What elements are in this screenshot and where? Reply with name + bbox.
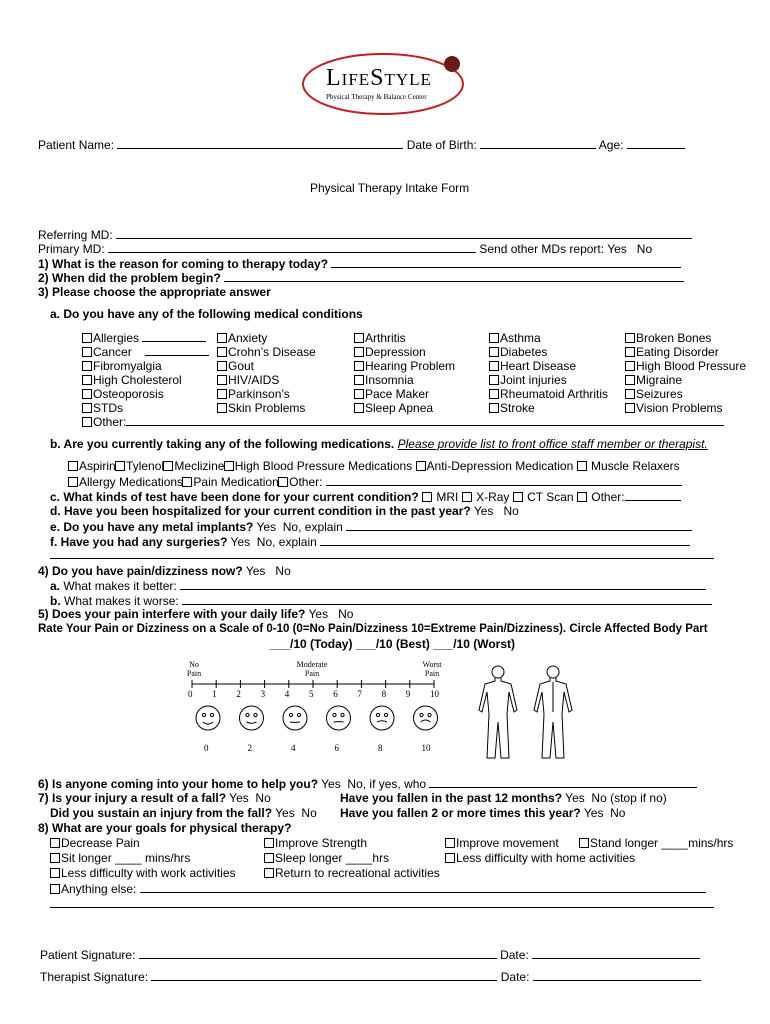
condition-insomnia[interactable]: Insomnia — [354, 373, 455, 387]
med-other-input[interactable] — [326, 475, 682, 486]
therapist-date-label: Date: — [500, 970, 530, 984]
condition-parkinsons[interactable]: Parkinson’s — [217, 387, 316, 401]
q3c-label: c. What kinds of test have been done for your current condition? — [50, 490, 419, 504]
q7b-answer[interactable]: Yes No (stop if no) — [565, 791, 667, 805]
q7d-answer[interactable]: Yes No — [583, 806, 626, 820]
dob-input[interactable] — [480, 138, 596, 149]
med-meclizine: Meclizine — [174, 459, 225, 473]
q6-label: 6) Is anyone coming into your home to help you? — [38, 777, 319, 791]
patient-name-row — [38, 138, 685, 151]
scale-number[interactable]: 3 — [260, 689, 266, 699]
condition-eating-disorder[interactable]: Eating Disorder — [625, 345, 746, 359]
checkbox[interactable] — [577, 492, 587, 502]
q7-label: 7) Is your injury a result of a fall? — [38, 791, 227, 805]
checkbox[interactable] — [50, 838, 60, 848]
checkbox[interactable] — [50, 884, 60, 894]
goal-sit-longer[interactable]: Sit longer ____ mins/hrs — [50, 852, 190, 864]
checkbox[interactable] — [354, 375, 364, 385]
checkbox[interactable] — [182, 477, 192, 487]
condition-skin-problems[interactable]: Skin Problems — [217, 401, 316, 415]
conditions-col5 — [625, 331, 746, 415]
med-aspirin: Aspirin — [79, 459, 116, 473]
q3f-answer[interactable]: Yes No, explain — [230, 535, 317, 549]
checkbox[interactable] — [354, 403, 364, 413]
test-mri: MRI — [436, 490, 459, 504]
medications-row2 — [68, 475, 682, 488]
condition-high-cholesterol[interactable]: High Cholesterol — [82, 373, 724, 387]
checkbox[interactable] — [625, 389, 635, 399]
checkbox[interactable] — [82, 403, 92, 413]
checkbox[interactable] — [354, 361, 364, 371]
checkbox[interactable] — [445, 838, 455, 848]
pain-face-icon[interactable] — [240, 706, 264, 730]
q4-row — [38, 565, 291, 577]
pain-face-icon[interactable] — [370, 706, 394, 730]
checkbox[interactable] — [217, 347, 227, 357]
checkbox[interactable] — [489, 333, 499, 343]
checkbox[interactable] — [489, 361, 499, 371]
condition-pace-maker[interactable]: Pace Maker — [354, 387, 455, 401]
goal-less-home[interactable]: Less difficulty with home activities — [445, 852, 635, 864]
q3f-extra-line[interactable] — [50, 558, 714, 559]
condition-sleep-apnea[interactable]: Sleep Apnea — [354, 401, 455, 415]
q2-input[interactable] — [224, 271, 684, 282]
condition-asthma[interactable]: Asthma — [489, 331, 608, 345]
checkbox[interactable] — [354, 333, 364, 343]
checkbox[interactable] — [513, 492, 523, 502]
pain-scale — [176, 660, 456, 760]
pain-label-none: No Pain — [186, 660, 202, 678]
q3e-label: e. Do you have any metal implants? — [50, 520, 254, 534]
checkbox[interactable] — [224, 461, 234, 471]
q3e-row — [50, 520, 692, 533]
q6-answer[interactable]: Yes No, if yes, who — [321, 777, 427, 791]
med-other: Other: — [289, 475, 323, 489]
q1-label: 1) What is the reason for coming to therapy today? — [38, 257, 329, 271]
checkbox[interactable] — [445, 853, 455, 863]
referring-md-row — [38, 228, 692, 241]
scale-number[interactable]: 9 — [405, 689, 411, 699]
pain-face-icon[interactable] — [414, 706, 438, 730]
checkbox[interactable] — [217, 403, 227, 413]
face-number: 6 — [334, 743, 339, 753]
q4b-letter: b. — [50, 594, 61, 608]
condition-hiv-aids[interactable]: HIV/AIDS — [217, 373, 316, 387]
q3a-label: a. Do you have any of the following medical conditions — [50, 307, 363, 321]
checkbox[interactable] — [489, 403, 499, 413]
therapist-signature-input[interactable] — [151, 970, 497, 981]
q4a-row — [50, 579, 706, 592]
scale-number[interactable]: 0 — [188, 689, 193, 699]
pain-label-moderate: Moderate Pain — [296, 660, 328, 678]
q7d-row — [340, 807, 625, 819]
q5-answer[interactable]: Yes No — [308, 607, 354, 621]
patient-signature-input[interactable] — [139, 948, 497, 959]
therapist-date-input[interactable] — [533, 970, 701, 981]
q7b-row — [340, 792, 667, 804]
scale-number[interactable]: 6 — [333, 689, 338, 699]
q3d-row — [50, 505, 519, 517]
scale-number[interactable]: 8 — [381, 689, 387, 699]
checkbox[interactable] — [489, 347, 499, 357]
condition-cancer[interactable]: Cancer — [82, 345, 724, 359]
q4a-label: What makes it better: — [63, 579, 177, 593]
scale-number[interactable]: 10 — [430, 689, 439, 699]
rate-text: Rate Your Pain or Dizziness on a Scale of 0-10 (0=No Pain/Dizziness 10=Extreme Pain/Dizziness). Circle Affected Body Part — [38, 623, 708, 635]
q5-label: 5) Does your pain interfere with your daily life? — [38, 607, 306, 621]
primary-md-label: Primary MD: — [38, 242, 105, 256]
q2-row — [38, 271, 684, 284]
form-title: Physical Therapy Intake Form — [310, 181, 470, 195]
checkbox[interactable] — [278, 477, 288, 487]
checkbox[interactable] — [625, 347, 635, 357]
send-report-text[interactable]: Send other MDs report: Yes No — [479, 242, 653, 256]
checkbox[interactable] — [354, 347, 364, 357]
therapist-signature-label: Therapist Signature: — [40, 970, 149, 984]
checkbox[interactable] — [416, 461, 426, 471]
referring-md-input[interactable] — [116, 228, 692, 239]
condition-anxiety[interactable]: Anxiety — [217, 331, 316, 345]
q4-label: 4) Do you have pain/dizziness now? — [38, 564, 243, 578]
checkbox[interactable] — [82, 361, 92, 371]
checkbox[interactable] — [489, 375, 499, 385]
q5-row — [38, 608, 353, 620]
logo — [296, 44, 476, 124]
face-number: 8 — [378, 743, 383, 753]
scale-number[interactable]: 4 — [284, 689, 290, 699]
referring-md-label: Referring MD: — [38, 228, 113, 242]
q6-row — [38, 777, 697, 790]
condition-seizures[interactable]: Seizures — [625, 387, 746, 401]
primary-md-input[interactable] — [108, 242, 476, 253]
q7c-row — [50, 807, 317, 819]
goal-stand-longer[interactable]: Stand longer ____mins/hrs — [579, 837, 733, 849]
test-other-input[interactable] — [625, 490, 681, 501]
goal-anything-else[interactable]: Anything else: — [50, 882, 706, 895]
q1-row — [38, 257, 681, 270]
checkbox[interactable] — [217, 361, 227, 371]
q3c-row — [50, 490, 681, 503]
checkbox[interactable] — [82, 347, 92, 357]
logo-subtitle: Physical Therapy & Balance Center — [326, 93, 427, 101]
age-input[interactable] — [627, 138, 685, 149]
q3b-note: Please provide list to front office staff member or therapist. — [397, 437, 708, 451]
goal-recreational[interactable]: Return to recreational activities — [264, 867, 440, 879]
medications-row1 — [68, 460, 680, 472]
q7c-answer[interactable]: Yes No — [275, 806, 317, 820]
condition-diabetes[interactable]: Diabetes — [489, 345, 608, 359]
patient-date-label: Date: — [500, 948, 529, 962]
q7c-label: Did you sustain an injury from the fall? — [50, 806, 273, 820]
checkbox[interactable] — [625, 333, 635, 343]
q7-answer[interactable]: Yes No — [229, 791, 271, 805]
checkbox[interactable] — [489, 389, 499, 399]
condition-fibromyalgia[interactable]: Fibromyalgia — [82, 359, 724, 373]
checkbox[interactable] — [354, 389, 364, 399]
condition-high-blood-pressure[interactable]: High Blood Pressure — [625, 359, 746, 373]
q4-answer[interactable]: Yes No — [245, 564, 291, 578]
q3f-row — [50, 535, 690, 548]
condition-crohns[interactable]: Crohn’s Disease — [217, 345, 316, 359]
anything-else-input[interactable] — [140, 882, 706, 893]
checkbox[interactable] — [82, 375, 92, 385]
condition-arthritis[interactable]: Arthritis — [354, 331, 455, 345]
pain-face-icon[interactable] — [196, 706, 220, 730]
anything-else-extra-line[interactable] — [50, 907, 714, 908]
patient-date-input[interactable] — [532, 948, 700, 959]
face-number: 2 — [247, 743, 252, 753]
q7b-label: Have you fallen in the past 12 months? — [340, 791, 563, 805]
q3f-label: f. Have you had any surgeries? — [50, 535, 228, 549]
q8-label: 8) What are your goals for physical therapy? — [38, 821, 292, 835]
face-number: 4 — [291, 743, 296, 753]
checkbox[interactable] — [68, 461, 78, 471]
goal-improve-movement[interactable]: Improve movement — [445, 837, 559, 849]
q3b-row — [50, 438, 708, 450]
checkbox[interactable] — [217, 389, 227, 399]
checkbox[interactable] — [462, 492, 472, 502]
patient-name-input[interactable] — [117, 138, 403, 149]
patient-signature-label: Patient Signature: — [40, 948, 136, 962]
condition-other-input[interactable] — [126, 415, 724, 426]
q4b-input[interactable] — [182, 594, 712, 605]
checkbox[interactable] — [579, 838, 589, 848]
q3-label: 3) Please choose the appropriate answer — [38, 285, 271, 299]
checkbox[interactable] — [163, 461, 173, 471]
checkbox[interactable] — [577, 461, 587, 471]
checkbox[interactable] — [68, 477, 78, 487]
checkbox[interactable] — [264, 853, 274, 863]
condition-depression[interactable]: Depression — [354, 345, 455, 359]
q3f-input[interactable] — [320, 535, 690, 546]
checkbox[interactable] — [115, 461, 125, 471]
cancer-input[interactable] — [145, 345, 209, 356]
scale-number[interactable]: 7 — [357, 689, 362, 699]
pain-label-worst: Worst Pain — [422, 660, 442, 678]
checkbox[interactable] — [422, 492, 432, 502]
conditions-col4 — [489, 331, 608, 415]
patient-signature-row — [40, 948, 700, 961]
med-anti-depression: Anti-Depression Medication — [426, 459, 574, 473]
body-diagram-icon[interactable] — [473, 662, 583, 762]
med-muscle-relaxers: Muscle Relaxers — [590, 459, 680, 473]
scale-number[interactable]: 2 — [236, 689, 241, 699]
scale-number[interactable]: 5 — [309, 689, 314, 699]
checkbox[interactable] — [264, 838, 274, 848]
goal-less-work[interactable]: Less difficulty with work activities — [50, 867, 236, 879]
conditions-col3 — [354, 331, 455, 415]
therapist-signature-row — [40, 970, 701, 983]
checkbox[interactable] — [50, 853, 60, 863]
checkbox[interactable] — [217, 375, 227, 385]
q7-row — [38, 792, 271, 804]
logo-brand: LifeStyle — [326, 65, 432, 91]
face-number: 10 — [421, 743, 431, 753]
q4b-row — [50, 594, 712, 607]
allergies-input[interactable] — [142, 331, 206, 342]
q7d-label: Have you fallen 2 or more times this year? — [340, 806, 581, 820]
pain-face-icon[interactable] — [327, 706, 351, 730]
scale-number[interactable]: 1 — [212, 689, 217, 699]
condition-stds[interactable]: STDs — [82, 401, 724, 415]
condition-hearing-problem[interactable]: Hearing Problem — [354, 359, 455, 373]
condition-migraine[interactable]: Migraine — [625, 373, 746, 387]
goal-improve-strength[interactable]: Improve Strength — [264, 837, 367, 849]
goal-sleep-longer[interactable]: Sleep longer ____hrs — [264, 852, 389, 864]
condition-gout[interactable]: Gout — [217, 359, 316, 373]
q6-input[interactable] — [429, 777, 697, 788]
condition-joint-injuries[interactable]: Joint injuries — [489, 373, 608, 387]
q4a-letter: a. — [50, 579, 61, 593]
q3d-answer[interactable]: Yes No — [473, 504, 519, 518]
condition-other[interactable]: Other: — [82, 415, 724, 429]
q1-input[interactable] — [331, 257, 681, 268]
test-ctscan: CT Scan — [527, 490, 574, 504]
age-label: Age: — [598, 138, 624, 152]
conditions-col2 — [217, 331, 316, 415]
checkbox[interactable] — [625, 403, 635, 413]
pain-face-icon[interactable] — [283, 706, 307, 730]
condition-rheumatoid-arthritis[interactable]: Rheumatoid Arthritis — [489, 387, 608, 401]
pain-faces — [176, 698, 456, 738]
condition-vision-problems[interactable]: Vision Problems — [625, 401, 746, 415]
primary-md-row — [38, 242, 652, 255]
checkbox[interactable] — [82, 389, 92, 399]
med-allergy: Allergy Medications — [79, 475, 184, 489]
q2-label: 2) When did the problem begin? — [38, 271, 221, 285]
q4b-label: What makes it worse: — [64, 594, 179, 608]
q4a-input[interactable] — [180, 579, 706, 590]
checkbox[interactable] — [50, 868, 60, 878]
goal-decrease-pain[interactable]: Decrease Pain — [50, 837, 140, 849]
checkbox[interactable] — [82, 333, 92, 343]
dob-label: Date of Birth: — [406, 138, 477, 152]
checkbox[interactable] — [82, 417, 92, 427]
med-pain: Pain Medication — [193, 475, 279, 489]
med-tylenol: Tylenol — [126, 459, 165, 473]
condition-heart-disease[interactable]: Heart Disease — [489, 359, 608, 373]
patient-name-label: Patient Name: — [38, 138, 115, 152]
condition-broken-bones[interactable]: Broken Bones — [625, 331, 746, 345]
med-high-bp: High Blood Pressure Medications — [234, 459, 413, 473]
test-xray: X-Ray — [476, 490, 510, 504]
condition-allergies[interactable]: Allergies — [82, 331, 724, 345]
q3e-input[interactable] — [346, 520, 692, 531]
checkbox[interactable] — [625, 361, 635, 371]
face-number: 0 — [204, 743, 209, 753]
rate-fields[interactable]: ___/10 (Today) ___/10 (Best) ___/10 (Worst) — [270, 637, 515, 651]
checkbox[interactable] — [217, 333, 227, 343]
checkbox[interactable] — [264, 868, 274, 878]
checkbox[interactable] — [625, 375, 635, 385]
q3d-label: d. Have you been hospitalized for your current condition in the past year? — [50, 504, 471, 518]
condition-stroke[interactable]: Stroke — [489, 401, 608, 415]
condition-osteoporosis[interactable]: Osteoporosis — [82, 387, 724, 401]
q3b-label: b. Are you currently taking any of the following medications. — [50, 437, 395, 451]
test-other: Other: — [591, 490, 625, 504]
q3e-answer[interactable]: Yes No, explain — [256, 520, 343, 534]
